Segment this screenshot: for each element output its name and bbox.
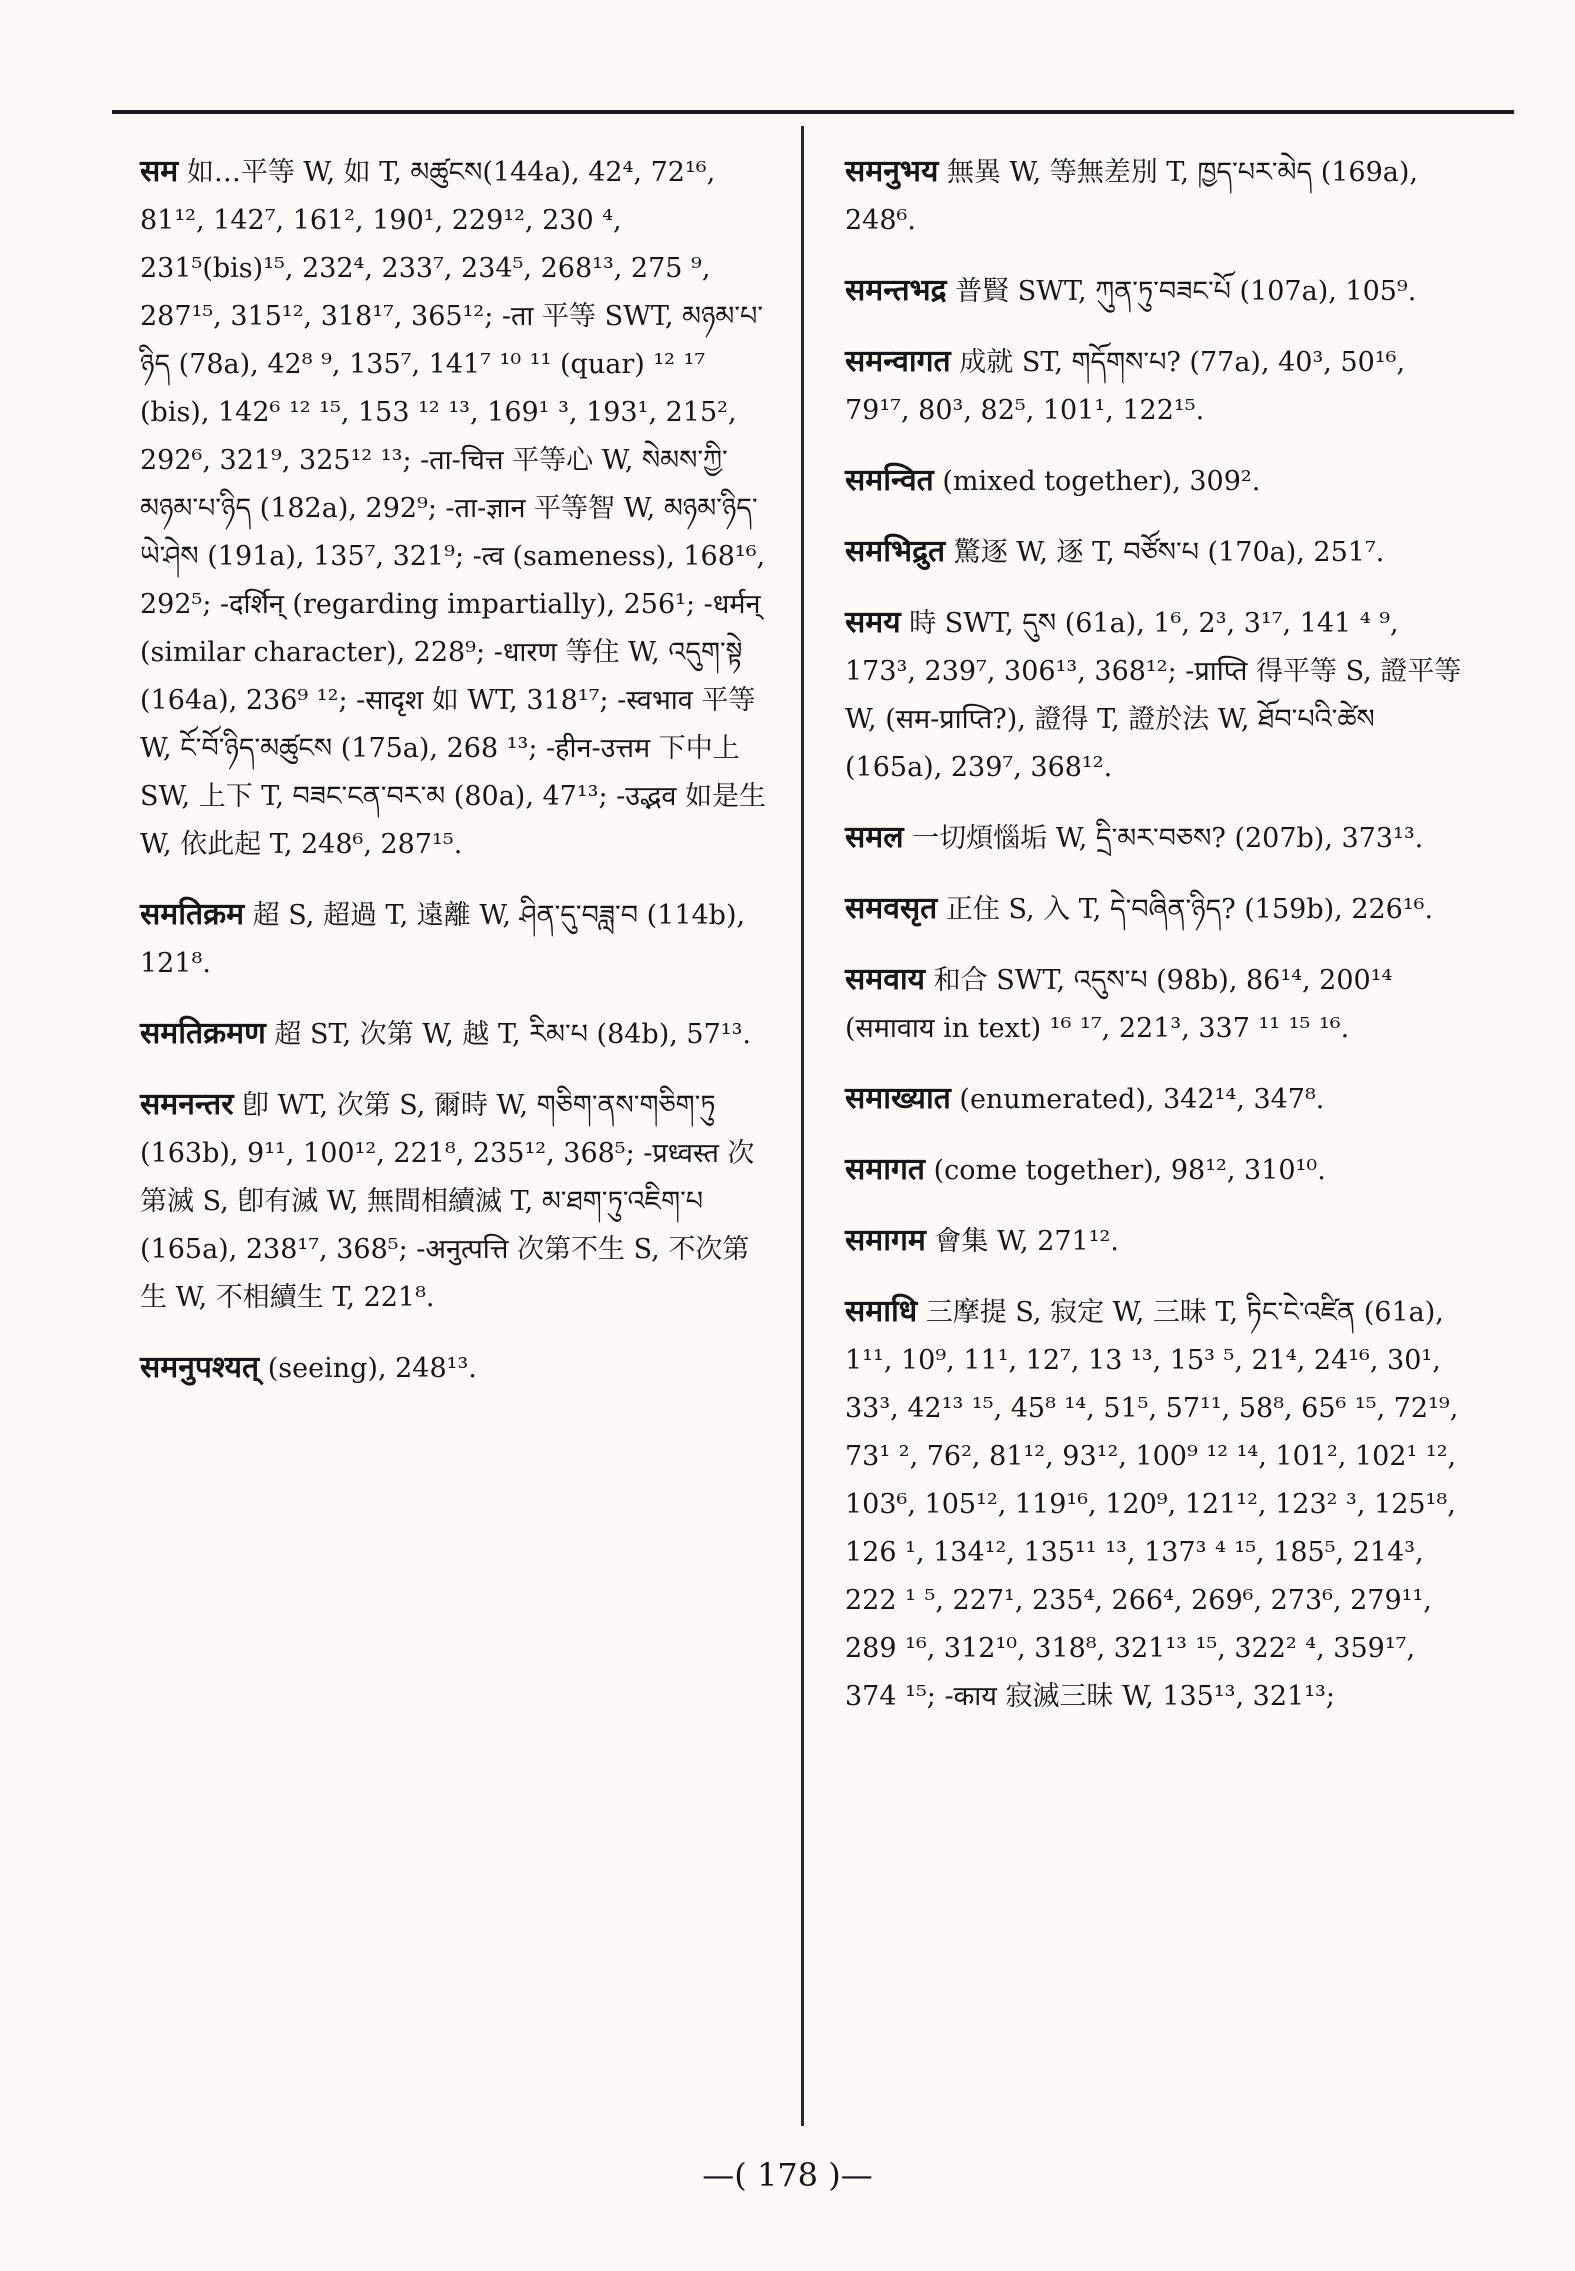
column-divider <box>801 126 804 2126</box>
entry-text: 卽 WT, 次第 S, 爾時 W, གཅིག་ནས་གཅིག་ཏུ (163b), 9¹¹, 100¹², 221⁸, 235¹², 368⁵; -प्रध्वस्त 次第滅 S, 卽有滅 W, 無間相續滅 T, མ་ཐག་ཏུ་འཇིག་པ (165a), 238¹⁷, 368⁵; -अनुत्पत्ति 次第不生 S, 不次第生 W, 不相續生 T, 221⁸. <box>140 1090 755 1313</box>
entry-text: 無異 W, 等無差別 T, ཁྱད་པར་མེད (169a), 248⁶. <box>845 157 1418 236</box>
entry-headword: समनुभय <box>845 154 939 189</box>
entry-headword: समतिक्रम <box>140 897 245 932</box>
entry-text: (seeing), 248¹³. <box>267 1353 477 1384</box>
entry-text: 成就 ST, གདོགས་པ? (77a), 40³, 50¹⁶, 79¹⁷, 80³, 82⁵, 101¹, 122¹⁵. <box>845 347 1406 426</box>
entry-text: 如…平等 W, 如 T, མཚུངས(144a), 42⁴, 72¹⁶, 81¹², 142⁷, 161², 190¹, 229¹², 230 ⁴, 231⁵(bis)¹⁵, 232⁴, 233⁷, 234⁵, 268¹³, 275 ⁹, 287¹⁵, 315¹², 318¹⁷, 365¹²; -ता 平等 SWT, མཉམ་པ་ཉིད (78a), 42⁸ ⁹, 135⁷, 141⁷ ¹⁰ ¹¹ (quar) ¹² ¹⁷ (bis), 142⁶ ¹² ¹⁵, 153 ¹² ¹³, 169¹ ³, 193¹, 215², 292⁶, 321⁹, 325¹² ¹³; -ता-चित्त 平等心 W, སེམས་ཀྱི་མཉམ་པ་ཉིད (182a), 292⁹; -ता-ज्ञान 平等智 W, མཉམ་ཉིད་ཡེ་ཤེས (191a), 135⁷, 321⁹; -त्व (sameness), 168¹⁶, 292⁵; -दर्शिन् (regarding impartially), 256¹; -धर्मन् (similar character), 228⁹; -धारण 等住 W, འདུག་སྟེ (164a), 236⁹ ¹²; -सादृश 如 WT, 318¹⁷; -स्वभाव 平等 W, ངོ་བོ་ཉིད་མཚུངས (175a), 268 ¹³; -हीन-उत्तम 下中上 SW, 上下 T, བཟང་ངན་བར་མ (80a), 47¹³; -उद्भव 如是生 W, 依此起 T, 248⁶, 287¹⁵. <box>140 157 766 860</box>
entry-headword: समन्वित <box>845 463 934 498</box>
entry <box>140 1344 775 1393</box>
entry-headword: समन्तभद्र <box>845 273 947 308</box>
entry-headword: समवाय <box>845 962 926 997</box>
entry-text: 會集 W, 271¹². <box>934 1226 1119 1257</box>
entry-text: 一切煩惱垢 W, དྲི་མར་བཅས? (207b), 373¹³. <box>912 823 1424 854</box>
entry <box>845 599 1470 792</box>
entry-text: 正住 S, 入 T, དེ་བཞིན་ཉིད? (159b), 226¹⁶. <box>945 894 1434 925</box>
entry <box>140 148 775 869</box>
entry <box>845 338 1470 435</box>
entry-text: (come together), 98¹², 310¹⁰. <box>933 1155 1326 1186</box>
entry <box>845 1075 1470 1124</box>
entry-headword: समल <box>845 820 904 855</box>
right-column <box>845 148 1470 1743</box>
entry-text: 超 S, 超過 T, 遠離 W, ཤིན་དུ་བཟླ་བ (114b), 121⁸. <box>140 900 746 979</box>
entry-headword: समवसृत <box>845 891 938 926</box>
entry <box>845 885 1470 934</box>
entry-text: 和合 SWT, འདུས་པ (98b), 86¹⁴, 200¹⁴ (समावाय in text) ¹⁶ ¹⁷, 221³, 337 ¹¹ ¹⁵ ¹⁶. <box>845 965 1393 1044</box>
entry-headword: सम <box>140 154 179 189</box>
entry-text: (mixed together), 309². <box>942 466 1261 497</box>
entry-headword: समागत <box>845 1152 925 1187</box>
entry-headword: समनुपश्यत् <box>140 1350 260 1385</box>
entry <box>845 528 1470 577</box>
entry <box>140 1081 775 1322</box>
entry <box>845 148 1470 245</box>
left-column <box>140 148 775 1415</box>
entry-text: 普賢 SWT, ཀུན་ཏུ་བཟང་པོ (107a), 105⁹. <box>955 276 1417 307</box>
entry <box>845 956 1470 1053</box>
entry-headword: समतिक्रमण <box>140 1016 266 1051</box>
entry <box>845 457 1470 506</box>
entry-headword: समनन्तर <box>140 1087 234 1122</box>
entry-headword: समाख्यात <box>845 1081 951 1116</box>
entry <box>140 891 775 988</box>
entry-text: 時 SWT, དུས (61a), 1⁶, 2³, 3¹⁷, 141 ⁴ ⁹, 173³, 239⁷, 306¹³, 368¹²; -प्राप्ति 得平等 S, 證平等 W, (सम-प्राप्ति?), 證得 T, 證於法 W, ཐོབ་པའི་ཚེས (165a), 239⁷, 368¹². <box>845 608 1462 783</box>
entry <box>845 267 1470 316</box>
entry <box>845 1288 1470 1721</box>
top-rule <box>112 110 1514 114</box>
entry-headword: समय <box>845 605 901 640</box>
page-number: —( 178 )— <box>702 2156 873 2194</box>
entry-text: 超 ST, 次第 W, 越 T, རིམ་པ (84b), 57¹³. <box>274 1019 752 1050</box>
entry-headword: समाधि <box>845 1294 918 1329</box>
entry-text: (enumerated), 342¹⁴, 347⁸. <box>959 1084 1325 1115</box>
entry <box>845 1217 1470 1266</box>
entry-headword: समन्वागत <box>845 344 951 379</box>
entry <box>845 1146 1470 1195</box>
entry-headword: समभिद्रुत <box>845 534 946 569</box>
entry <box>845 814 1470 863</box>
entry-headword: समागम <box>845 1223 926 1258</box>
entry-text: 驚逐 W, 逐 T, བཙོས་པ (170a), 251⁷. <box>953 537 1385 568</box>
entry-text: 三摩提 S, 寂定 W, 三昧 T, ཏིང་ངེ་འཛིན (61a), 1¹¹, 10⁹, 11¹, 12⁷, 13 ¹³, 15³ ⁵, 21⁴, 24¹⁶, 30¹, 33³, 42¹³ ¹⁵, 45⁸ ¹⁴, 51⁵, 57¹¹, 58⁸, 65⁶ ¹⁵, 72¹⁹, 73¹ ², 76², 81¹², 93¹², 100⁹ ¹² ¹⁴, 101², 102¹ ¹², 103⁶, 105¹², 119¹⁶, 120⁹, 121¹², 123² ³, 125¹⁸, 126 ¹, 134¹², 135¹¹ ¹³, 137³ ⁴ ¹⁵, 185⁵, 214³, 222 ¹ ⁵, 227¹, 235⁴, 266⁴, 269⁶, 273⁶, 279¹¹, 289 ¹⁶, 312¹⁰, 318⁸, 321¹³ ¹⁵, 322² ⁴, 359¹⁷, 374 ¹⁵; -काय 寂滅三昧 W, 135¹³, 321¹³; <box>845 1297 1459 1712</box>
entry <box>140 1010 775 1059</box>
